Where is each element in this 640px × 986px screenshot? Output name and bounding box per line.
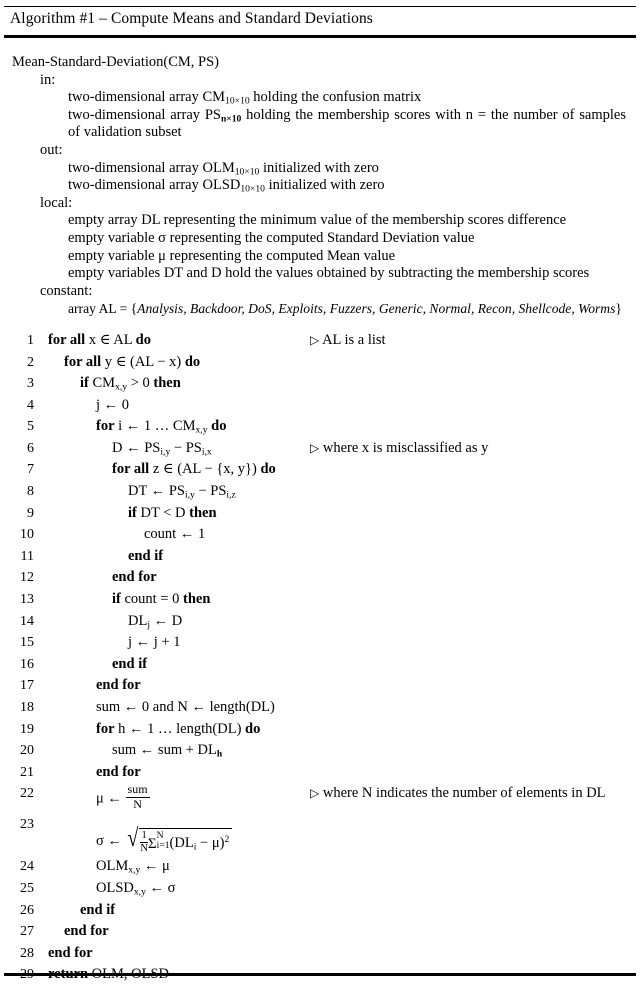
kw-end-if: end if bbox=[128, 547, 164, 564]
op-assign: ← bbox=[107, 833, 122, 850]
line-number: 17 bbox=[20, 678, 34, 694]
fraction-numerator: sum bbox=[127, 782, 148, 797]
summation-limits: N i=1 bbox=[156, 830, 170, 852]
code-line-27 bbox=[0, 921, 640, 943]
line-number: 10 bbox=[20, 527, 34, 543]
op-dots: … bbox=[154, 418, 170, 435]
statement bbox=[50, 921, 109, 943]
code-line-13 bbox=[0, 589, 640, 611]
line-number: 23 bbox=[20, 817, 34, 833]
code-line-14 bbox=[0, 611, 640, 633]
op-gt: > bbox=[130, 375, 139, 392]
op-eq: = bbox=[160, 591, 169, 608]
op-in: ∈ bbox=[115, 353, 127, 370]
kw-do: do bbox=[260, 461, 276, 478]
op-minus: − bbox=[198, 483, 207, 500]
var-ps: PS bbox=[144, 439, 161, 456]
var-n: N bbox=[177, 699, 188, 715]
radical-sign-icon: √ bbox=[126, 825, 138, 853]
algorithm-block bbox=[0, 6, 640, 986]
constant-array bbox=[12, 300, 628, 318]
op-assign: ← bbox=[129, 720, 144, 737]
op-assign: ← bbox=[150, 483, 166, 500]
op-assign: ← bbox=[149, 879, 164, 896]
kw-do: do bbox=[211, 418, 227, 435]
code-line-8 bbox=[0, 481, 640, 503]
statement bbox=[82, 675, 141, 697]
code-line-19 bbox=[0, 719, 640, 741]
code-line-4 bbox=[0, 395, 640, 417]
subscript-h: h bbox=[216, 748, 223, 760]
kw-for-all: for all bbox=[48, 331, 86, 348]
line-number: 19 bbox=[20, 721, 34, 737]
in-item-0-post: holding the confusion matrix bbox=[249, 89, 422, 106]
statement bbox=[82, 814, 232, 855]
op-assign: ← bbox=[191, 699, 206, 715]
line-number: 22 bbox=[20, 786, 34, 802]
line-number: 12 bbox=[20, 570, 34, 586]
line-number: 14 bbox=[20, 613, 34, 629]
statement: sum ← 0 and N ← length(DL) bbox=[96, 699, 275, 715]
subscript-xy: x,y bbox=[195, 424, 208, 436]
code-line-25 bbox=[0, 878, 640, 900]
kw-end-if: end if bbox=[112, 655, 148, 672]
code-line-18 bbox=[0, 697, 640, 719]
line-number: 24 bbox=[20, 859, 34, 875]
kw-end-for: end for bbox=[96, 677, 141, 694]
comment-marker-icon: ▷ bbox=[310, 332, 320, 347]
section-label-local: local: bbox=[40, 194, 73, 211]
code-line-28 bbox=[0, 943, 640, 965]
procedure-signature: Mean-Standard-Deviation(CM, PS) bbox=[12, 54, 219, 70]
op-minus: − bbox=[204, 461, 213, 478]
op-plus: + bbox=[185, 742, 194, 759]
op-assign: ← bbox=[153, 612, 169, 629]
summation-sign-icon: Σ bbox=[147, 836, 157, 853]
in-item-1-sub: n×10 bbox=[220, 113, 242, 125]
in-item-0 bbox=[12, 89, 628, 107]
line-number: 4 bbox=[27, 397, 34, 413]
code-line-21 bbox=[0, 762, 640, 784]
var-d: D bbox=[112, 439, 123, 456]
statement bbox=[98, 567, 157, 589]
code-line-12 bbox=[0, 567, 640, 589]
op-assign: ← bbox=[103, 396, 119, 413]
line-number: 16 bbox=[20, 656, 34, 672]
line-number: 13 bbox=[20, 592, 34, 608]
section-label-out: out: bbox=[40, 141, 63, 158]
var-dl: DL bbox=[128, 612, 148, 629]
kw-then: then bbox=[153, 375, 181, 392]
in-item-0-sub: 10×10 bbox=[225, 95, 250, 107]
op-minus: − bbox=[173, 439, 183, 456]
code-line-16 bbox=[0, 654, 640, 676]
local-item-1: empty variable σ representing the computed Standard Deviation value bbox=[68, 229, 475, 246]
out-item-0-pre: two-dimensional array OLM bbox=[68, 159, 235, 176]
code-line-7 bbox=[0, 459, 640, 481]
code-line-22 bbox=[0, 783, 640, 814]
in-item-0-pre: two-dimensional array CM bbox=[68, 89, 226, 106]
out-item-0-post: initialized with zero bbox=[259, 159, 379, 176]
kw-then: then bbox=[183, 591, 211, 608]
statement: sum ← sum + $DL_h$ bbox=[112, 742, 223, 760]
line-number: 21 bbox=[20, 764, 34, 780]
subscript-xy: x,y bbox=[133, 886, 146, 898]
fraction-denominator: N bbox=[126, 797, 150, 811]
declaration-block bbox=[0, 38, 640, 318]
op-dots: … bbox=[158, 720, 173, 737]
statement bbox=[114, 481, 236, 503]
code-line-26 bbox=[0, 900, 640, 922]
statement bbox=[114, 503, 217, 525]
in-item-1-pre: two-dimensional array PS bbox=[68, 106, 221, 123]
kw-end-for: end for bbox=[96, 763, 141, 780]
line-number: 3 bbox=[27, 376, 34, 392]
out-item-1-post: initialized with zero bbox=[264, 177, 385, 194]
kw-for: for bbox=[96, 418, 115, 435]
line-number: 2 bbox=[27, 354, 34, 370]
out-item-0 bbox=[12, 160, 628, 178]
num-one: 1 bbox=[197, 526, 206, 543]
code-line-9 bbox=[0, 503, 640, 525]
constant-suffix: } bbox=[615, 301, 622, 317]
statement bbox=[114, 546, 163, 568]
radicand: $\frac{1}{N}$ Σ N i=1 $(DL_i - \mu)^2$ bbox=[139, 828, 232, 855]
kw-then: then bbox=[189, 504, 217, 521]
var-d: D bbox=[175, 504, 186, 521]
kw-do: do bbox=[245, 720, 261, 737]
line-number: 6 bbox=[27, 440, 34, 456]
line-number: 15 bbox=[20, 635, 34, 651]
subscript-j: j bbox=[147, 619, 151, 631]
subscript-ix: i,x bbox=[201, 446, 212, 458]
sqrt-expression bbox=[126, 825, 233, 855]
var-sigma: σ bbox=[167, 879, 176, 896]
sum-lower-limit: i=1 bbox=[156, 840, 170, 852]
kw-end-for: end for bbox=[112, 569, 157, 586]
op-minus: − bbox=[157, 353, 166, 370]
var-y: y bbox=[104, 353, 113, 370]
op-lt: < bbox=[163, 504, 172, 521]
kw-end-for: end for bbox=[64, 923, 109, 940]
subscript-xy: x,y bbox=[115, 381, 128, 393]
statement bbox=[82, 416, 226, 438]
var-x: x bbox=[169, 353, 177, 370]
line-number: 5 bbox=[27, 419, 34, 435]
fraction-sum-over-n bbox=[126, 783, 150, 811]
subscript-xy: x,y bbox=[128, 864, 141, 876]
line-number: 18 bbox=[20, 700, 34, 715]
statement bbox=[114, 611, 182, 633]
section-label-in: in: bbox=[40, 71, 56, 88]
subscript-iz: i,z bbox=[226, 489, 236, 501]
statement bbox=[98, 589, 210, 611]
var-count: count bbox=[144, 526, 177, 543]
statement bbox=[66, 900, 115, 922]
var-dt: DT bbox=[128, 483, 148, 500]
kw-for-all: for all bbox=[64, 353, 102, 370]
var-count: count bbox=[124, 591, 157, 608]
statement bbox=[66, 373, 181, 395]
op-assign: ← bbox=[179, 526, 195, 543]
statement bbox=[34, 943, 93, 965]
comment-marker-icon: ▷ bbox=[310, 786, 320, 801]
code-line-23 bbox=[0, 814, 640, 856]
op-plus: + bbox=[161, 634, 170, 651]
out-item-0-sub: 10×10 bbox=[234, 166, 260, 178]
op-in: ∈ bbox=[162, 461, 174, 478]
num-one: 1 bbox=[147, 720, 155, 737]
statement bbox=[82, 856, 170, 878]
var-al: AL bbox=[182, 461, 201, 478]
code-line-5 bbox=[0, 416, 640, 438]
op-assign: ← bbox=[125, 418, 141, 435]
code-line-3 bbox=[0, 373, 640, 395]
line-number: 9 bbox=[27, 505, 34, 521]
var-ps: PS bbox=[168, 483, 185, 500]
section-label-constant: constant: bbox=[40, 282, 93, 299]
in-item-1 bbox=[12, 107, 628, 142]
line-number: 27 bbox=[20, 924, 34, 940]
var-dt: DT bbox=[140, 504, 160, 521]
num-zero: 0 bbox=[172, 591, 180, 608]
comment-text: where x is misclassified as y bbox=[322, 439, 489, 456]
code-line-15 bbox=[0, 632, 640, 654]
kw-do: do bbox=[184, 353, 201, 370]
code-line-11 bbox=[0, 546, 640, 568]
kw-if: if bbox=[80, 375, 89, 392]
line-number: 28 bbox=[20, 945, 34, 961]
var-ps: PS bbox=[185, 439, 202, 456]
line-number: 7 bbox=[27, 462, 34, 478]
var-al: AL bbox=[134, 353, 154, 370]
num-one: 1 bbox=[143, 418, 152, 435]
in-item-1-post: holding the membership scores with n = the number of samples of validation subset bbox=[68, 106, 626, 141]
comment-text: where N indicates the number of elements in DL bbox=[322, 785, 606, 802]
comment-marker-icon: ▷ bbox=[310, 440, 320, 455]
statement bbox=[34, 330, 151, 352]
num-zero: 0 bbox=[121, 396, 130, 413]
statement bbox=[82, 762, 141, 784]
var-j: j bbox=[128, 634, 133, 651]
var-z: z bbox=[152, 461, 160, 478]
statement: for all z ∈ (AL − {x, y}) do bbox=[112, 461, 276, 478]
line-number: 20 bbox=[20, 743, 34, 759]
code-line-10 bbox=[0, 524, 640, 546]
fn-length: length bbox=[209, 699, 246, 715]
op-assign: ← bbox=[135, 634, 151, 651]
op-assign: ← bbox=[107, 790, 122, 807]
out-item-1-pre: two-dimensional array OLSD bbox=[68, 177, 241, 194]
line-comment bbox=[310, 783, 606, 805]
var-sigma: σ bbox=[96, 833, 104, 850]
subscript-i: i bbox=[193, 841, 197, 853]
subscript-iy: i,y bbox=[184, 489, 195, 501]
code-line-24 bbox=[0, 856, 640, 878]
code-line-6 bbox=[0, 438, 640, 460]
var-x: x bbox=[88, 331, 97, 348]
var-cm: CM bbox=[172, 418, 196, 435]
statement bbox=[130, 524, 205, 546]
kw-end-for: end for bbox=[48, 944, 93, 961]
fn-length: length bbox=[176, 720, 213, 737]
statement bbox=[82, 395, 129, 417]
var-h: h bbox=[118, 720, 126, 737]
kw-do: do bbox=[135, 331, 151, 348]
var-olsd: OLSD bbox=[96, 879, 134, 896]
statement: j ← j + 1 bbox=[128, 634, 181, 651]
var-al: AL bbox=[113, 331, 133, 348]
comment-text: AL is a list bbox=[322, 331, 386, 348]
constant-items: Analysis, Backdoor, DoS, Exploits, Fuzzers, Generic, Normal, Recon, Shellcode, Worms bbox=[137, 301, 616, 317]
kw-for-all: for all bbox=[112, 461, 150, 478]
line-number: 11 bbox=[20, 548, 34, 564]
kw-for: for bbox=[96, 720, 115, 737]
algorithm-title: Algorithm #1 – Compute Means and Standard Deviations bbox=[10, 10, 373, 27]
statement bbox=[98, 654, 147, 676]
statement bbox=[82, 878, 175, 900]
var-cm: CM bbox=[92, 375, 116, 392]
subscript-iy: i,y bbox=[160, 446, 171, 458]
line-number: 26 bbox=[20, 902, 34, 918]
code-line-2 bbox=[0, 352, 640, 374]
num-one: 1 bbox=[173, 634, 181, 651]
out-item-1 bbox=[12, 177, 628, 195]
var-olm: OLM bbox=[96, 858, 129, 875]
var-j: j bbox=[96, 396, 101, 413]
kw-if: if bbox=[112, 591, 121, 608]
op-assign: ← bbox=[123, 699, 139, 715]
op-assign: ← bbox=[143, 858, 159, 875]
local-item-3: empty variables DT and D hold the values obtained by subtracting the membership scores bbox=[68, 265, 590, 282]
var-i: i bbox=[118, 418, 123, 435]
num-zero: 0 bbox=[142, 375, 150, 392]
statement bbox=[98, 438, 212, 460]
var-ps: PS bbox=[210, 483, 227, 500]
var-d: D bbox=[171, 612, 183, 629]
bottom-rule bbox=[4, 973, 636, 976]
local-item-2: empty variable μ representing the computed Mean value bbox=[68, 247, 396, 264]
constant-prefix: array AL = { bbox=[68, 301, 138, 317]
fraction-one-over-n: $\frac{1}{N}$ bbox=[140, 830, 148, 854]
local-item-0: empty array DL representing the minimum value of the membership scores difference bbox=[68, 212, 567, 229]
code-line-1 bbox=[0, 330, 640, 352]
exponent-two: 2 bbox=[224, 834, 230, 846]
num-zero: 0 bbox=[141, 699, 150, 715]
var-dl: DL bbox=[197, 742, 217, 759]
var-sum: sum bbox=[96, 699, 121, 715]
statement bbox=[82, 783, 150, 811]
op-assign: ← bbox=[126, 439, 141, 456]
code-line-20 bbox=[0, 740, 640, 762]
statement: for h ← 1 … length(DL) do bbox=[96, 720, 261, 737]
op-in: ∈ bbox=[99, 331, 111, 348]
out-item-1-sub: 10×10 bbox=[240, 183, 265, 195]
kw-end-if: end if bbox=[80, 901, 116, 918]
var-mu: μ bbox=[161, 858, 170, 875]
line-number: 1 bbox=[27, 332, 34, 348]
code-line-17 bbox=[0, 675, 640, 697]
kw-if: if bbox=[128, 504, 137, 521]
op-assign: ← bbox=[139, 742, 155, 759]
line-comment bbox=[310, 438, 488, 460]
pseudocode-body bbox=[0, 330, 640, 986]
line-number: 25 bbox=[20, 880, 34, 896]
line-comment bbox=[310, 330, 386, 352]
line-number: 8 bbox=[27, 484, 34, 500]
var-sum: sum bbox=[112, 742, 137, 759]
var-mu: μ bbox=[96, 790, 104, 807]
statement: for all y ∈ (AL − x) do bbox=[64, 353, 201, 370]
